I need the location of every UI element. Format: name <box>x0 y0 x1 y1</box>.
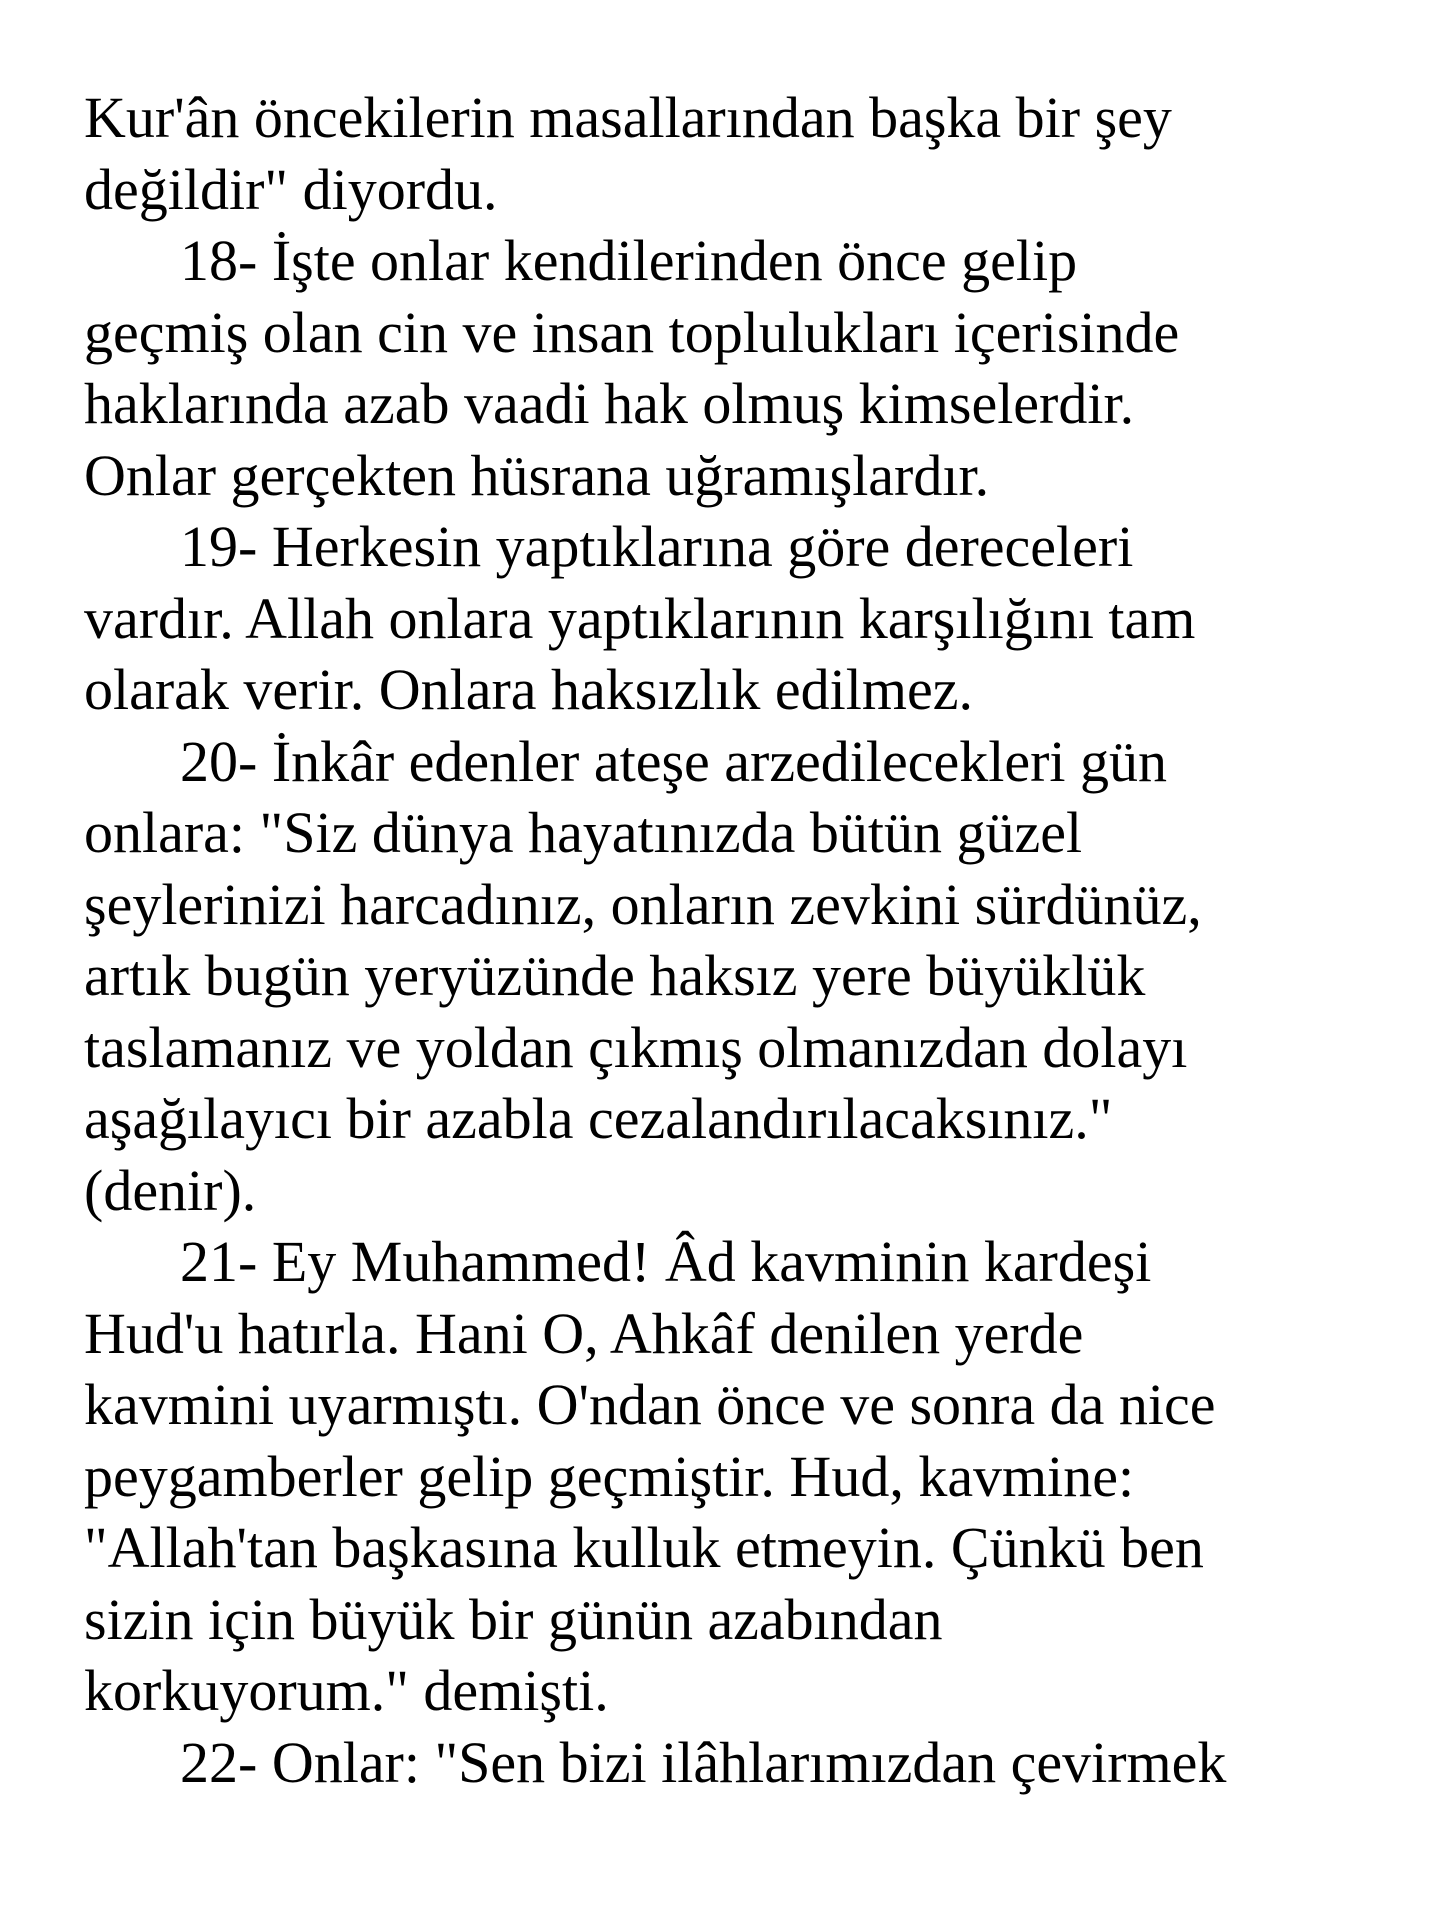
paragraph-verse-22 <box>84 1727 1404 1799</box>
paragraph-verse-18 <box>84 225 1404 511</box>
paragraph-verse-21 <box>84 1226 1404 1727</box>
paragraph-verse-20 <box>84 726 1404 1227</box>
text-line: aşağılayıcı bir azabla cezalandırılacaksınız." <box>84 1086 1113 1151</box>
text-line: sizin için büyük bir günün azabından <box>84 1586 943 1652</box>
text-line: Hud'u hatırla. Hani O, Ahkâf denilen yerde <box>84 1300 1084 1366</box>
text-line: haklarında azab vaadi hak olmuş kimselerdir. <box>84 371 1135 436</box>
text-line: peygamberler gelip geçmiştir. Hud, kavmine: <box>84 1443 1135 1509</box>
text-line: olarak verir. Onlara haksızlık edilmez. <box>84 657 973 722</box>
text-line: geçmiş olan cin ve insan toplulukları içerisinde <box>84 299 1180 365</box>
text-line: kavmini uyarmıştı. O'ndan önce ve sonra da nice <box>84 1372 1216 1437</box>
text-line: "Allah'tan başkasına kulluk etmeyin. Çünkü ben <box>84 1515 1204 1580</box>
text-line: 22- Onlar: "Sen bizi ilâhlarımızdan çevirmek <box>180 1729 1227 1795</box>
text-line: vardır. Allah onlara yaptıklarının karşılığını tam <box>84 585 1196 651</box>
text-line: Kur'ân öncekilerin masallarından başka bir şey <box>84 85 1172 150</box>
text-line: şeylerinizi harcadınız, onların zevkini sürdünüz, <box>84 871 1202 937</box>
text-line: Onlar gerçekten hüsrana uğramışlardır. <box>84 442 990 508</box>
paragraph-verse-19 <box>84 511 1404 726</box>
text-line: onlara: "Siz dünya hayatınızda bütün güzel <box>84 800 1083 865</box>
text-line: 21- Ey Muhammed! Âd kavminin kardeşi <box>180 1229 1152 1294</box>
text-line: korkuyorum." demişti. <box>84 1658 609 1723</box>
paragraph-intro <box>84 82 1404 225</box>
text-line: (denir). <box>84 1157 257 1223</box>
text-line: taslamanız ve yoldan çıkmış olmanızdan dolayı <box>84 1014 1188 1080</box>
text-line: değildir" diyordu. <box>84 156 498 222</box>
text-line: artık bugün yeryüzünde haksız yere büyüklük <box>84 943 1146 1008</box>
text-line: 19- Herkesin yaptıklarına göre dereceleri <box>180 514 1134 579</box>
text-line: 20- İnkâr edenler ateşe arzedilecekleri gün <box>180 728 1168 794</box>
text-line: 18- İşte onlar kendilerinden önce gelip <box>180 228 1078 293</box>
document-page <box>84 82 1404 1798</box>
